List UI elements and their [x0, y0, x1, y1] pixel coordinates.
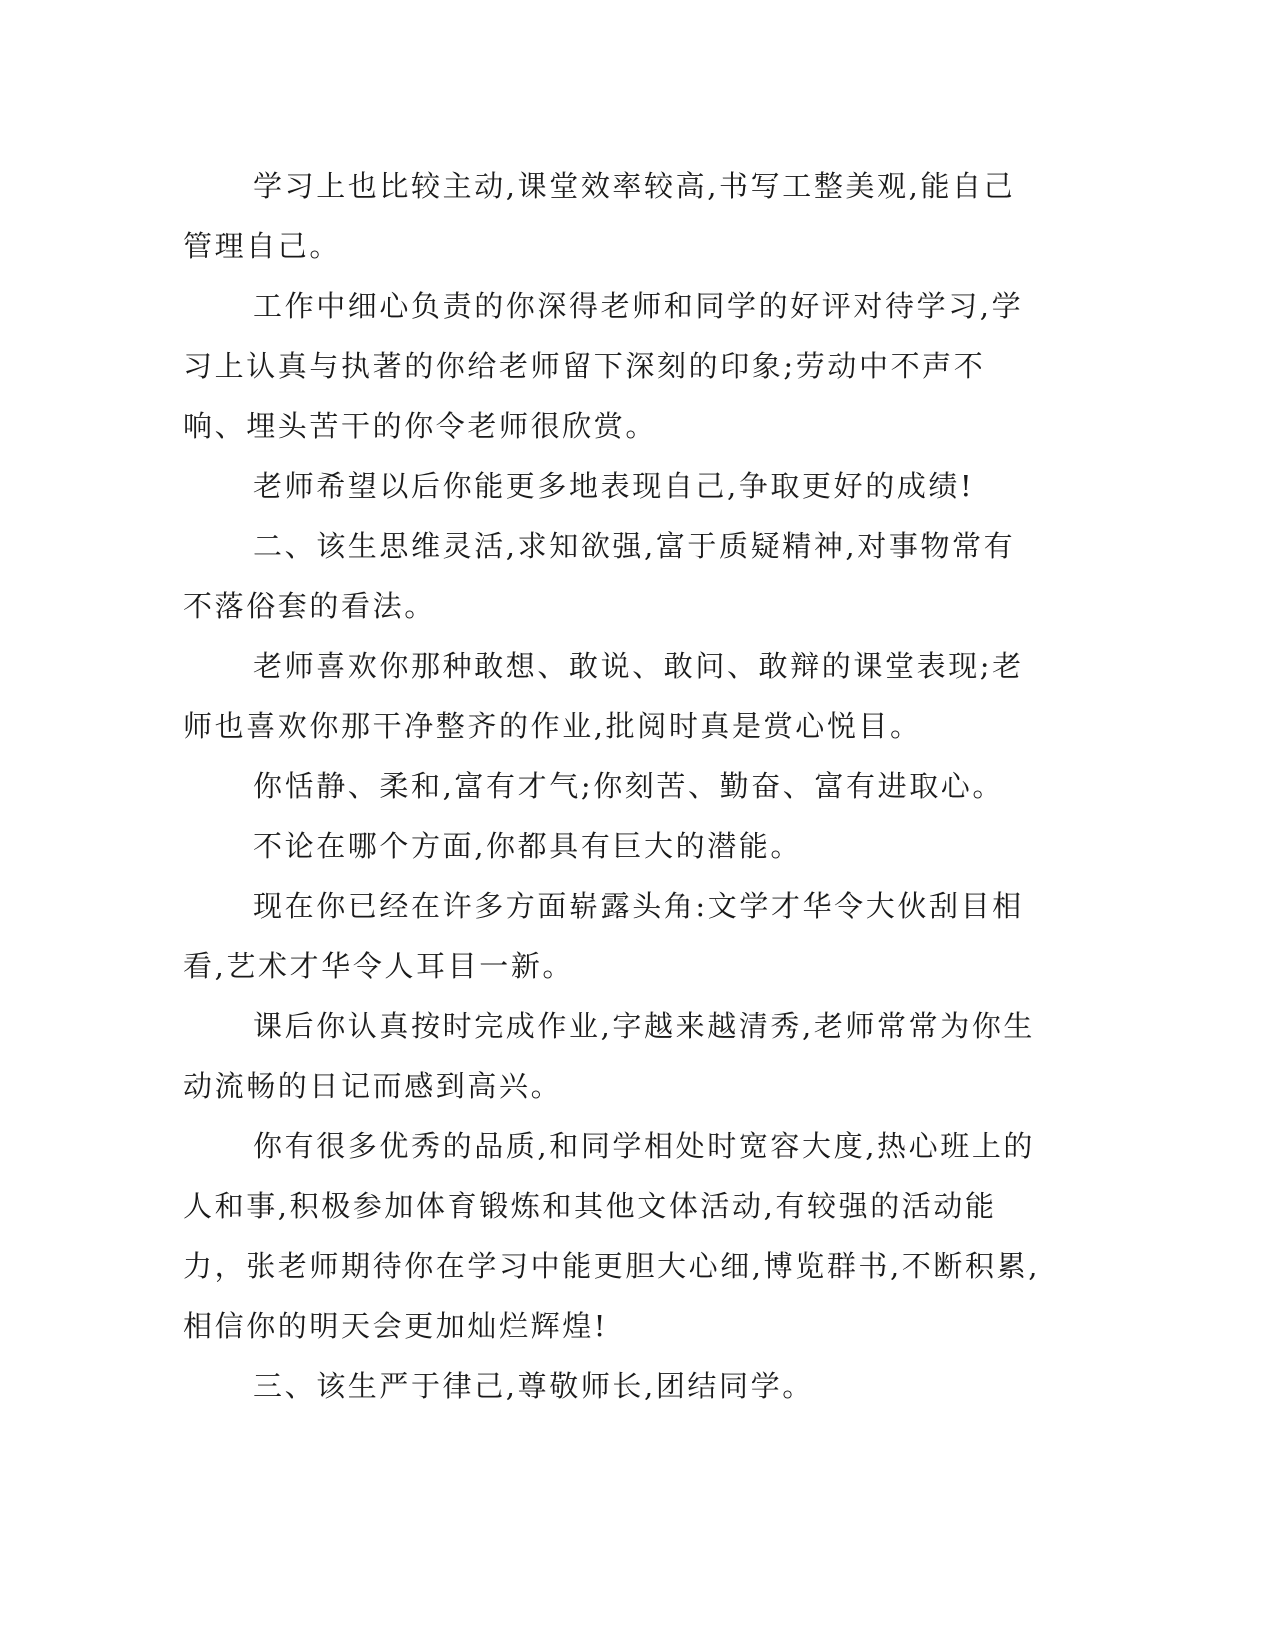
paragraph-11: 三、该生严于律己,尊敬师长,团结同学。	[253, 1369, 814, 1403]
paragraph-10: 你有很多优秀的品质,和同学相处时宽容大度,热心班上的人和事,积极参加体育锻炼和其他文体活动,有较强的活动能力，张老师期待你在学习中能更胆大心细,博览群书,不断积累,相信你的明天会更加灿烂辉煌!	[183, 1129, 1041, 1343]
paragraph-9: 课后你认真按时完成作业,字越来越清秀,老师常常为你生动流畅的日记而感到高兴。	[183, 1009, 1036, 1103]
paragraph-2: 工作中细心负责的你深得老师和同学的好评对待学习,学习上认真与执著的你给老师留下深刻的印象;劳动中不声不响、埋头苦干的你令老师很欣赏。	[183, 289, 1024, 443]
paragraph-4: 二、该生思维灵活,求知欲强,富于质疑精神,对事物常有不落俗套的看法。	[183, 529, 1016, 623]
paragraph-7: 不论在哪个方面,你都具有巨大的潜能。	[253, 829, 803, 863]
paragraph-6: 你恬静、柔和,富有才气;你刻苦、勤奋、富有进取心。	[253, 769, 1004, 803]
paragraph-3: 老师希望以后你能更多地表现自己,争取更好的成绩!	[253, 469, 975, 503]
paragraph-5: 老师喜欢你那种敢想、敢说、敢问、敢辩的课堂表现;老师也喜欢你那干净整齐的作业,批阅时真是赏心悦目。	[183, 649, 1024, 743]
paragraph-8: 现在你已经在许多方面崭露头角:文学才华令大伙刮目相看,艺术才华令人耳目一新。	[183, 889, 1024, 983]
paragraph-1: 学习上也比较主动,课堂效率较高,书写工整美观,能自己管理自己。	[183, 169, 1016, 263]
document-body	[183, 156, 1043, 1416]
